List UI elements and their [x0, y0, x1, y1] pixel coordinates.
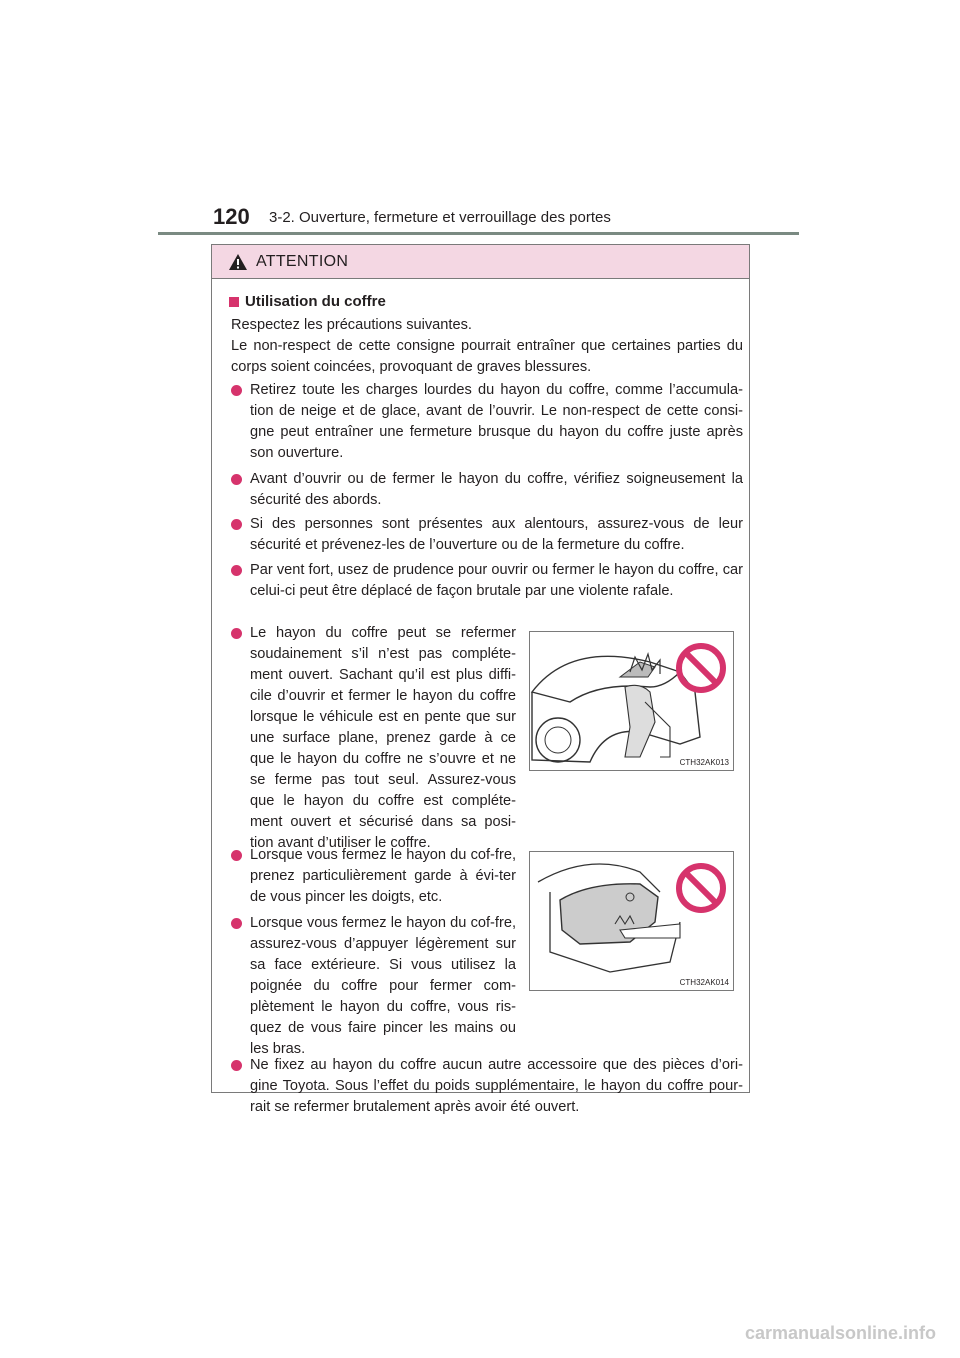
warning-title: ATTENTION: [256, 252, 349, 270]
list-item: [231, 623, 516, 854]
list-item-text: Retirez toute les charges lourdes du hayon du coffre, comme l’accumula-tion de neige et de glace, avant de l’ouvrir. Le non-respect de cette consi-gne peut entraîner une fermeture brusque du hayon du coffre juste après son ouverture.: [250, 382, 743, 461]
subheading-text: Utilisation du coffre: [245, 293, 386, 310]
warning-header: [212, 245, 749, 279]
watermark-logo: carmanualsonline.info: [744, 1323, 936, 1343]
list-item-text: Lorsque vous fermez le hayon du cof-fre, assurez-vous d’appuyer légèrement sur sa face extérieure. Si vous utilisez la poignée du coffre pour fermer com-plètement le hayon du coffre, vous ris-quez de vous faire pincer les mains ou les bras.: [250, 915, 516, 1057]
figure-code: CTH32AK014: [679, 978, 729, 987]
intro-line-2: Le non-respect de cette consigne pourrait entraîner que certaines parties du corps soient coincées, provoquant de graves blessures.: [231, 338, 743, 375]
figure-code: CTH32AK013: [679, 758, 729, 767]
intro-line-1: Respectez les précautions suivantes.: [231, 317, 472, 333]
bullet-dot-icon: [231, 519, 242, 530]
figure-trunk-opening: [529, 631, 734, 771]
list-item-text: Par vent fort, usez de prudence pour ouvrir ou fermer le hayon du coffre, car celui-ci peut être déplacé de façon brutale par une violente rafale.: [250, 562, 743, 599]
figure-trunk-closing: [529, 851, 734, 991]
list-item-text: Le hayon du coffre peut se refermer soudainement s’il n’est pas compléte-ment ouvert. Sachant qu’il est plus diffi-cile d’ouvrir et fermer le hayon du coffre lorsque le véhicule est en pente que sur une surface plane, prenez garde à ce que le hayon du coffre ne s’ouvre et ne se ferme pas tout seul. Assurez-vous que le hayon du coffre est compléte-ment ouvert et sécurisé dans sa posi-tion avant d’utiliser le coffre.: [250, 625, 516, 851]
list-item-text: Si des personnes sont présentes aux alentours, assurez-vous de leur sécurité et prévenez-les de l’ouverture ou de la fermeture du coffre.: [250, 516, 743, 553]
list-item-text: Avant d’ouvrir ou de fermer le hayon du coffre, vérifiez soigneusement la sécurité des abords.: [250, 471, 743, 508]
page-number: 120: [213, 204, 250, 229]
list-item: [231, 913, 516, 1060]
prohibited-sign-icon: [675, 642, 727, 694]
bullet-dot-icon: [231, 385, 242, 396]
warning-box: [211, 244, 750, 1115]
bullet-dot-icon: [231, 918, 242, 929]
list-item: [231, 845, 516, 908]
list-item-text: Lorsque vous fermez le hayon du cof-fre, prenez particulièrement garde à évi-ter de vous pincer les doigts, etc.: [250, 847, 516, 905]
list-item: [231, 514, 743, 556]
subheading: [229, 293, 386, 310]
prohibited-sign-icon: [675, 862, 727, 914]
header-rule: [158, 232, 799, 235]
bullet-dot-icon: [231, 850, 242, 861]
bullet-dot-icon: [231, 474, 242, 485]
list-item: [231, 380, 743, 464]
list-item-text: Ne fixez au hayon du coffre aucun autre accessoire que des pièces d’ori-gine Toyota. Sous l’effet du poids supplémentaire, le hayon du coffre pour-rait se refermer brutalement après avoir été ouvert.: [250, 1057, 743, 1115]
warning-triangle-icon: [228, 253, 248, 271]
list-item: [231, 560, 743, 602]
section-title: 3-2. Ouverture, fermeture et verrouillage des portes: [269, 209, 611, 226]
page-header: [0, 0, 960, 240]
list-item: [231, 469, 743, 511]
square-bullet-icon: [229, 297, 239, 307]
bullet-dot-icon: [231, 565, 242, 576]
list-item: [231, 1055, 743, 1118]
bullet-dot-icon: [231, 1060, 242, 1071]
bullet-dot-icon: [231, 628, 242, 639]
